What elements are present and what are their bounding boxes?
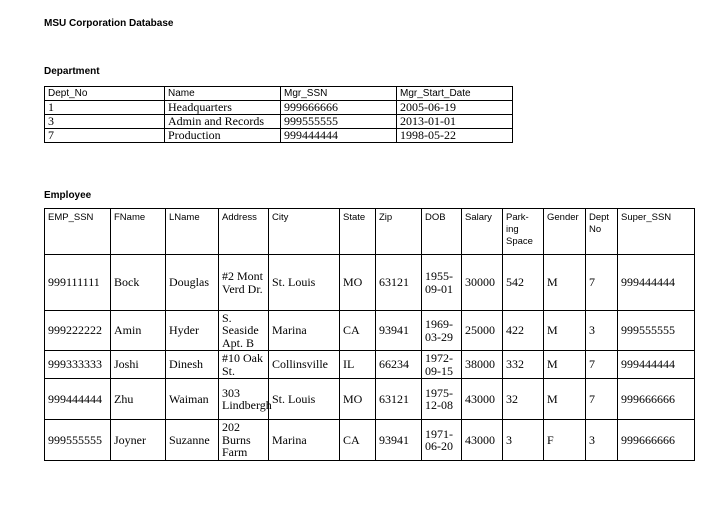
- table-row: [45, 115, 513, 129]
- table-cell: Headquarters: [165, 101, 281, 115]
- table-cell: 43000: [462, 420, 503, 461]
- table-cell: 32: [503, 379, 544, 420]
- department-heading: Department: [44, 66, 100, 77]
- table-cell: Production: [165, 129, 281, 143]
- table-cell: M: [544, 311, 586, 351]
- table-cell: 1998-05-22: [397, 129, 513, 143]
- table-cell: 999444444: [618, 255, 695, 311]
- table-cell: MO: [340, 379, 376, 420]
- table-cell: 66234: [376, 351, 422, 379]
- table-cell: IL: [340, 351, 376, 379]
- table-cell: 93941: [376, 420, 422, 461]
- column-header: Mgr_SSN: [281, 87, 397, 101]
- column-header: Super_SSN: [618, 209, 695, 255]
- table-cell: 1971-06-20: [422, 420, 462, 461]
- column-header: Name: [165, 87, 281, 101]
- table-cell: MO: [340, 255, 376, 311]
- table-cell: Douglas: [166, 255, 219, 311]
- table-cell: Suzanne: [166, 420, 219, 461]
- table-row: [45, 129, 513, 143]
- table-cell: 422: [503, 311, 544, 351]
- column-header: Dept_No: [45, 87, 165, 101]
- table-cell: 542: [503, 255, 544, 311]
- table-cell: 3: [586, 311, 618, 351]
- table-cell: Zhu: [111, 379, 166, 420]
- table-cell: CA: [340, 420, 376, 461]
- table-row: [45, 351, 695, 379]
- table-cell: 3: [45, 115, 165, 129]
- table-cell: 7: [586, 351, 618, 379]
- employee-heading: Employee: [44, 190, 92, 201]
- table-cell: Joshi: [111, 351, 166, 379]
- table-cell: 999666666: [618, 420, 695, 461]
- table-cell: 7: [586, 379, 618, 420]
- table-cell: F: [544, 420, 586, 461]
- table-cell: 999111111: [45, 255, 111, 311]
- table-cell: 30000: [462, 255, 503, 311]
- table-cell: 63121: [376, 255, 422, 311]
- table-cell: Bock: [111, 255, 166, 311]
- table-cell: 303 Lindbergh: [219, 379, 269, 420]
- table-cell: 999555555: [281, 115, 397, 129]
- table-cell: 38000: [462, 351, 503, 379]
- table-cell: 1: [45, 101, 165, 115]
- table-cell: 999555555: [45, 420, 111, 461]
- table-cell: M: [544, 351, 586, 379]
- table-cell: 999555555: [618, 311, 695, 351]
- table-cell: 999444444: [281, 129, 397, 143]
- table-cell: 202 Burns Farm: [219, 420, 269, 461]
- table-cell: 93941: [376, 311, 422, 351]
- column-header: LName: [166, 209, 219, 255]
- table-cell: 2005-06-19: [397, 101, 513, 115]
- table-cell: CA: [340, 311, 376, 351]
- table-cell: Amin: [111, 311, 166, 351]
- column-header: Dept No: [586, 209, 618, 255]
- column-header: Address: [219, 209, 269, 255]
- table-cell: St. Louis: [269, 255, 340, 311]
- table-row: [45, 255, 695, 311]
- table-cell: M: [544, 379, 586, 420]
- table-cell: St. Louis: [269, 379, 340, 420]
- table-cell: 999333333: [45, 351, 111, 379]
- table-cell: 1972-09-15: [422, 351, 462, 379]
- table-cell: #10 Oak St.: [219, 351, 269, 379]
- table-cell: Hyder: [166, 311, 219, 351]
- column-header: DOB: [422, 209, 462, 255]
- table-cell: 3: [503, 420, 544, 461]
- table-cell: 43000: [462, 379, 503, 420]
- table-cell: 1969-03-29: [422, 311, 462, 351]
- table-cell: 1955-09-01: [422, 255, 462, 311]
- page-title: MSU Corporation Database: [44, 18, 174, 29]
- table-cell: Joyner: [111, 420, 166, 461]
- table-cell: #2 Mont Verd Dr.: [219, 255, 269, 311]
- column-header: State: [340, 209, 376, 255]
- table-cell: Marina: [269, 420, 340, 461]
- table-cell: 25000: [462, 311, 503, 351]
- table-cell: 999222222: [45, 311, 111, 351]
- column-header: Salary: [462, 209, 503, 255]
- table-row: [45, 420, 695, 461]
- employee-table: [44, 208, 695, 461]
- table-cell: Dinesh: [166, 351, 219, 379]
- table-header-row: [45, 209, 695, 255]
- table-cell: 63121: [376, 379, 422, 420]
- table-cell: 999444444: [618, 351, 695, 379]
- table-cell: Admin and Records: [165, 115, 281, 129]
- table-cell: 999444444: [45, 379, 111, 420]
- column-header: FName: [111, 209, 166, 255]
- column-header: City: [269, 209, 340, 255]
- table-cell: S. Seaside Apt. B: [219, 311, 269, 351]
- column-header: Gender: [544, 209, 586, 255]
- table-cell: 7: [586, 255, 618, 311]
- table-row: [45, 101, 513, 115]
- table-cell: Waiman: [166, 379, 219, 420]
- table-cell: 3: [586, 420, 618, 461]
- table-row: [45, 379, 695, 420]
- department-table: [44, 86, 513, 143]
- table-cell: 999666666: [618, 379, 695, 420]
- table-cell: 2013-01-01: [397, 115, 513, 129]
- table-cell: 332: [503, 351, 544, 379]
- table-header-row: [45, 87, 513, 101]
- table-cell: 7: [45, 129, 165, 143]
- column-header: Zip: [376, 209, 422, 255]
- table-cell: 999666666: [281, 101, 397, 115]
- table-cell: Marina: [269, 311, 340, 351]
- column-header: EMP_SSN: [45, 209, 111, 255]
- column-header: Mgr_Start_Date: [397, 87, 513, 101]
- table-cell: 1975-12-08: [422, 379, 462, 420]
- table-row: [45, 311, 695, 351]
- table-cell: Collinsville: [269, 351, 340, 379]
- table-cell: M: [544, 255, 586, 311]
- column-header: Park-ing Space: [503, 209, 544, 255]
